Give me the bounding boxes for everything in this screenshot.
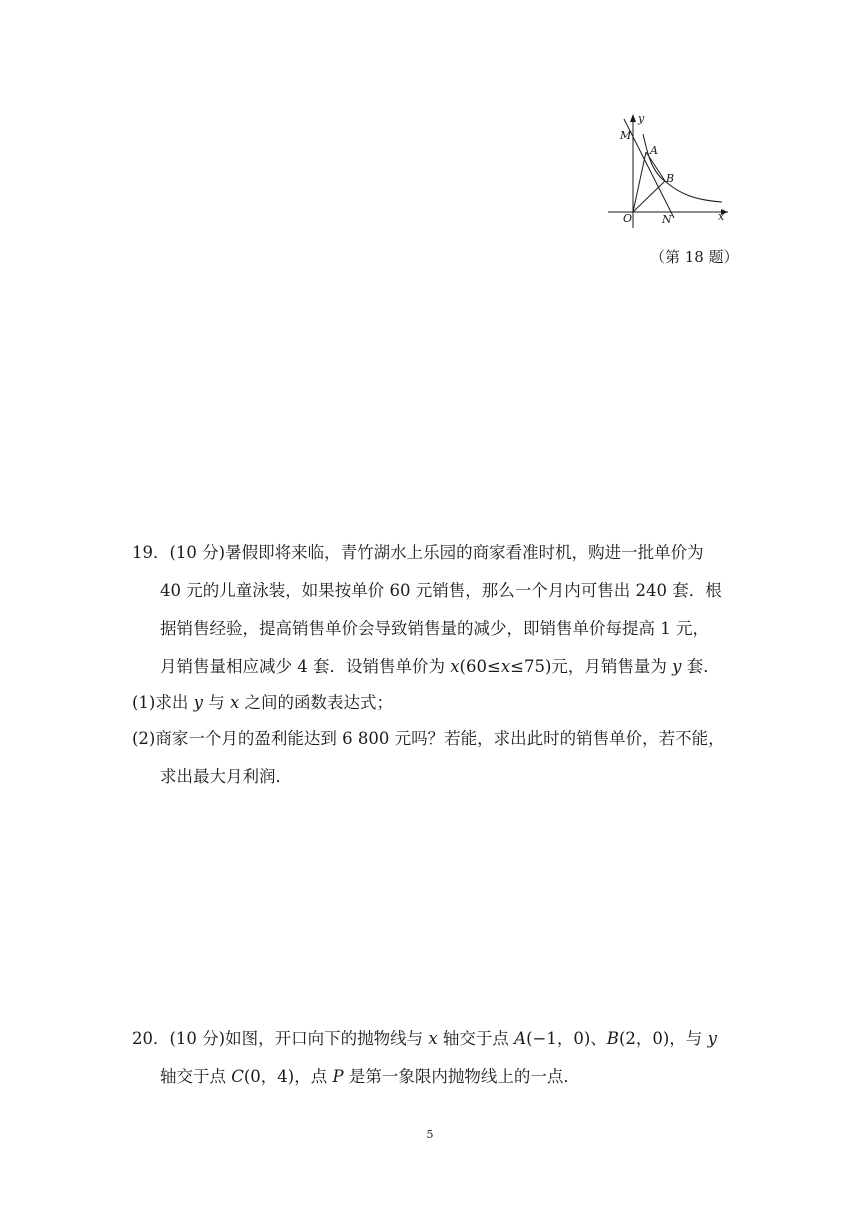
- q19-var-y: y: [672, 657, 682, 676]
- q20-line2-b: (0，4)，点: [243, 1067, 333, 1086]
- q20-line1: [132, 1028, 717, 1050]
- q20-line1-c: (−1，0)、: [526, 1029, 607, 1048]
- q19-line1: [132, 542, 704, 564]
- q19-part1-var-y: y: [193, 693, 203, 712]
- label-a: A: [650, 144, 658, 157]
- q19-line4-b: (60≤: [459, 657, 501, 676]
- q20-line1-b: 轴交于点: [437, 1029, 515, 1048]
- q20-line2-a: 轴交于点: [160, 1067, 232, 1086]
- q19-line4-a: 月销售量相应减少 4 套．设销售单价为: [160, 657, 451, 676]
- q19-part1-b: 与: [202, 693, 230, 712]
- q19-line2: 40 元的儿童泳装，如果按单价 60 元销售，那么一个月内可售出 240 套．根: [160, 581, 722, 600]
- q20-var-b: B: [606, 1029, 619, 1048]
- label-n: N: [662, 213, 672, 226]
- q19-part2-line2: 求出最大月利润．: [160, 767, 292, 786]
- q20-line2-c: 是第一象限内抛物线上的一点．: [343, 1067, 580, 1086]
- q20-var-c: C: [231, 1067, 244, 1086]
- page-number: 5: [426, 1128, 434, 1141]
- q19-part1-var-x: x: [229, 693, 240, 712]
- q19-line4-c: ≤75)元，月销售量为: [510, 657, 673, 676]
- q20-line1-a: 20．(10 分)如图，开口向下的抛物线与: [132, 1029, 429, 1048]
- label-x: x: [718, 210, 725, 223]
- q19-text-1: (10 分)暑假即将来临，青竹湖水上乐园的商家看准时机，购进一批单价为: [169, 543, 704, 562]
- q19-number: 19．: [132, 543, 170, 562]
- q19-var-x2: x: [500, 657, 511, 676]
- q19-line4: [160, 656, 720, 678]
- q19-var-x1: x: [450, 657, 460, 676]
- label-m: M: [620, 129, 632, 142]
- q20-line1-d: (2，0)，与: [618, 1029, 708, 1048]
- q19-part1-a: (1)求出: [132, 693, 194, 712]
- line-mn: [624, 119, 674, 218]
- q19-part1-c: 之间的函数表达式；: [239, 693, 394, 712]
- label-b: B: [666, 172, 675, 185]
- q19-line3: 据销售经验，提高销售单价会导致销售量的减少，即销售单价每提高 1 元，: [160, 619, 709, 638]
- q20-var-a: A: [514, 1029, 527, 1048]
- label-y: y: [638, 112, 645, 125]
- figure-18-diagram: [600, 106, 740, 236]
- q19-part2-line1: (2)商家一个月的盈利能达到 6 800 元吗？若能，求出此时的销售单价，若不能，: [132, 729, 725, 748]
- label-o: O: [623, 212, 633, 225]
- q20-var-x: x: [428, 1029, 438, 1048]
- figure-18: [600, 106, 740, 236]
- figure-caption: （第 18 题）: [650, 248, 739, 266]
- q20-var-y: y: [707, 1029, 717, 1048]
- q20-line2: [160, 1066, 580, 1088]
- segment-ob: [633, 181, 665, 212]
- q20-var-p: P: [332, 1067, 344, 1086]
- q19-part1: [132, 692, 393, 714]
- segment-oa: [633, 152, 646, 212]
- q19-line4-d: 套．: [681, 657, 720, 676]
- y-axis-arrow: [630, 114, 636, 122]
